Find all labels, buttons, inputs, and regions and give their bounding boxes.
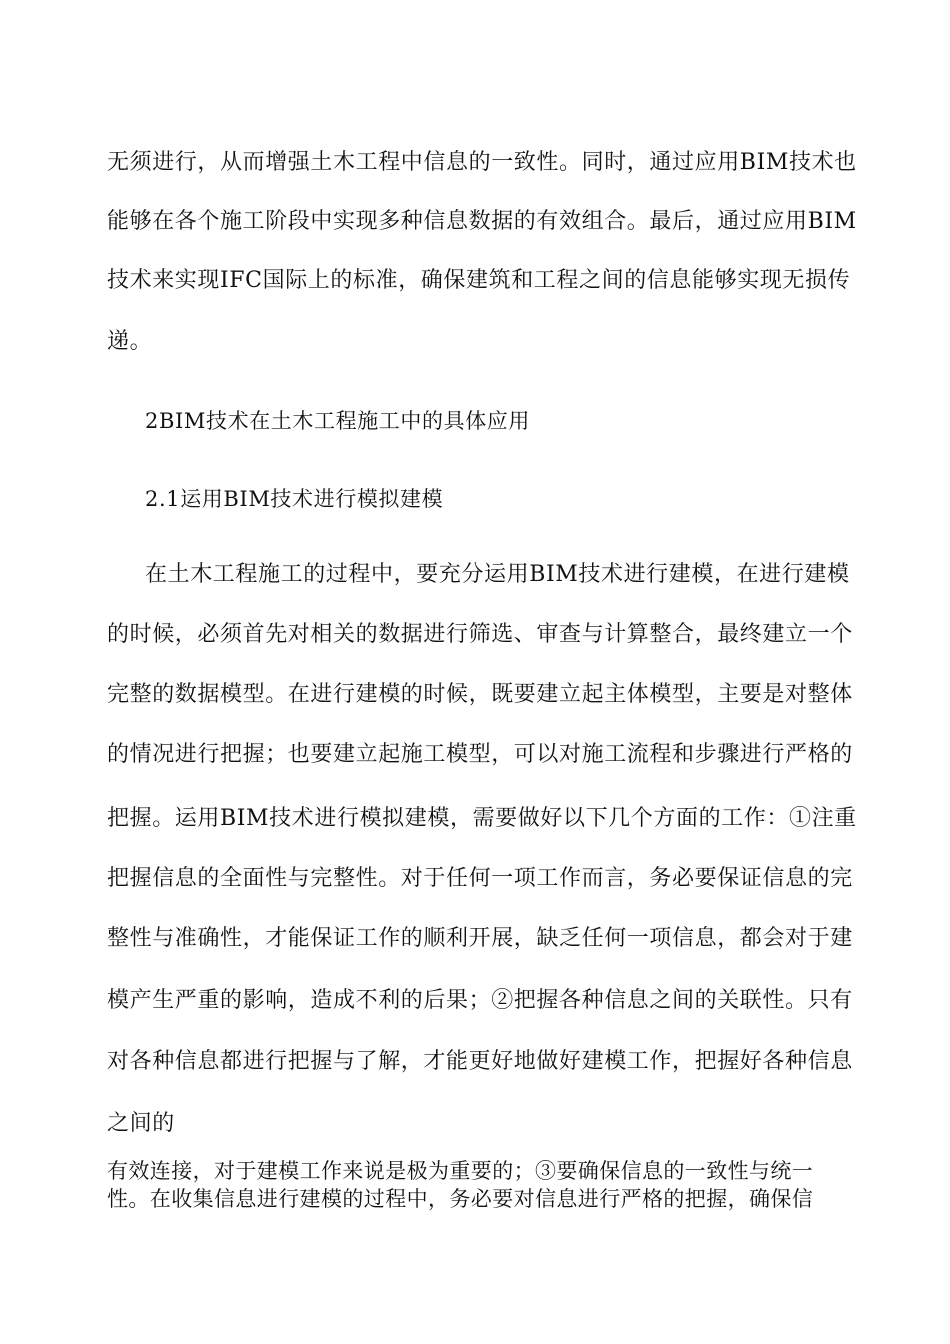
paragraph-2-line-7: 整性与准确性，才能保证工作的顺利开展，缺乏任何一项信息，都会对于建 — [107, 926, 853, 951]
paragraph-2-line-10: 之间的 — [107, 1111, 175, 1136]
paragraph-2-line-8: 模产生严重的影响，造成不利的后果；②把握各种信息之间的关联性。只有 — [107, 988, 853, 1013]
paragraph-2-line-3: 完整的数据模型。在进行建模的时候，既要建立起主体模型，主要是对整体 — [107, 682, 853, 707]
paragraph-1-line-2: 能够在各个施工阶段中实现多种信息数据的有效组合。最后，通过应用BIM — [107, 209, 857, 234]
section-heading-2: 2BIM技术在土木工程施工中的具体应用 — [145, 409, 530, 433]
paragraph-1-line-4: 递。 — [107, 329, 153, 354]
paragraph-2-line-5: 把握。运用BIM技术进行模拟建模，需要做好以下几个方面的工作：①注重 — [107, 806, 857, 831]
paragraph-2-line-9: 对各种信息都进行把握与了解，才能更好地做好建模工作，把握好各种信息 — [107, 1049, 853, 1074]
paragraph-2-line-6: 把握信息的全面性与完整性。对于任何一项工作而言，务必要保证信息的完 — [107, 866, 853, 891]
paragraph-3-line-2: 性。在收集信息进行建模的过程中，务必要对信息进行严格的把握，确保信 — [107, 1187, 814, 1211]
paragraph-2-line-4: 的情况进行把握；也要建立起施工模型，可以对施工流程和步骤进行严格的 — [107, 742, 853, 767]
paragraph-1-line-3: 技术来实现IFC国际上的标准，确保建筑和工程之间的信息能够实现无损传 — [107, 268, 851, 293]
paragraph-1-line-1: 无须进行，从而增强土木工程中信息的一致性。同时，通过应用BIM技术也 — [107, 150, 857, 175]
paragraph-2-line-2: 的时候，必须首先对相关的数据进行筛选、审查与计算整合，最终建立一个 — [107, 622, 853, 647]
paragraph-2-line-1: 在土木工程施工的过程中，要充分运用BIM技术进行建模，在进行建模 — [145, 562, 850, 587]
paragraph-3-line-1: 有效连接，对于建模工作来说是极为重要的；③要确保信息的一致性与统一 — [107, 1159, 814, 1183]
section-heading-2-1: 2.1运用BIM技术进行模拟建模 — [145, 487, 444, 511]
